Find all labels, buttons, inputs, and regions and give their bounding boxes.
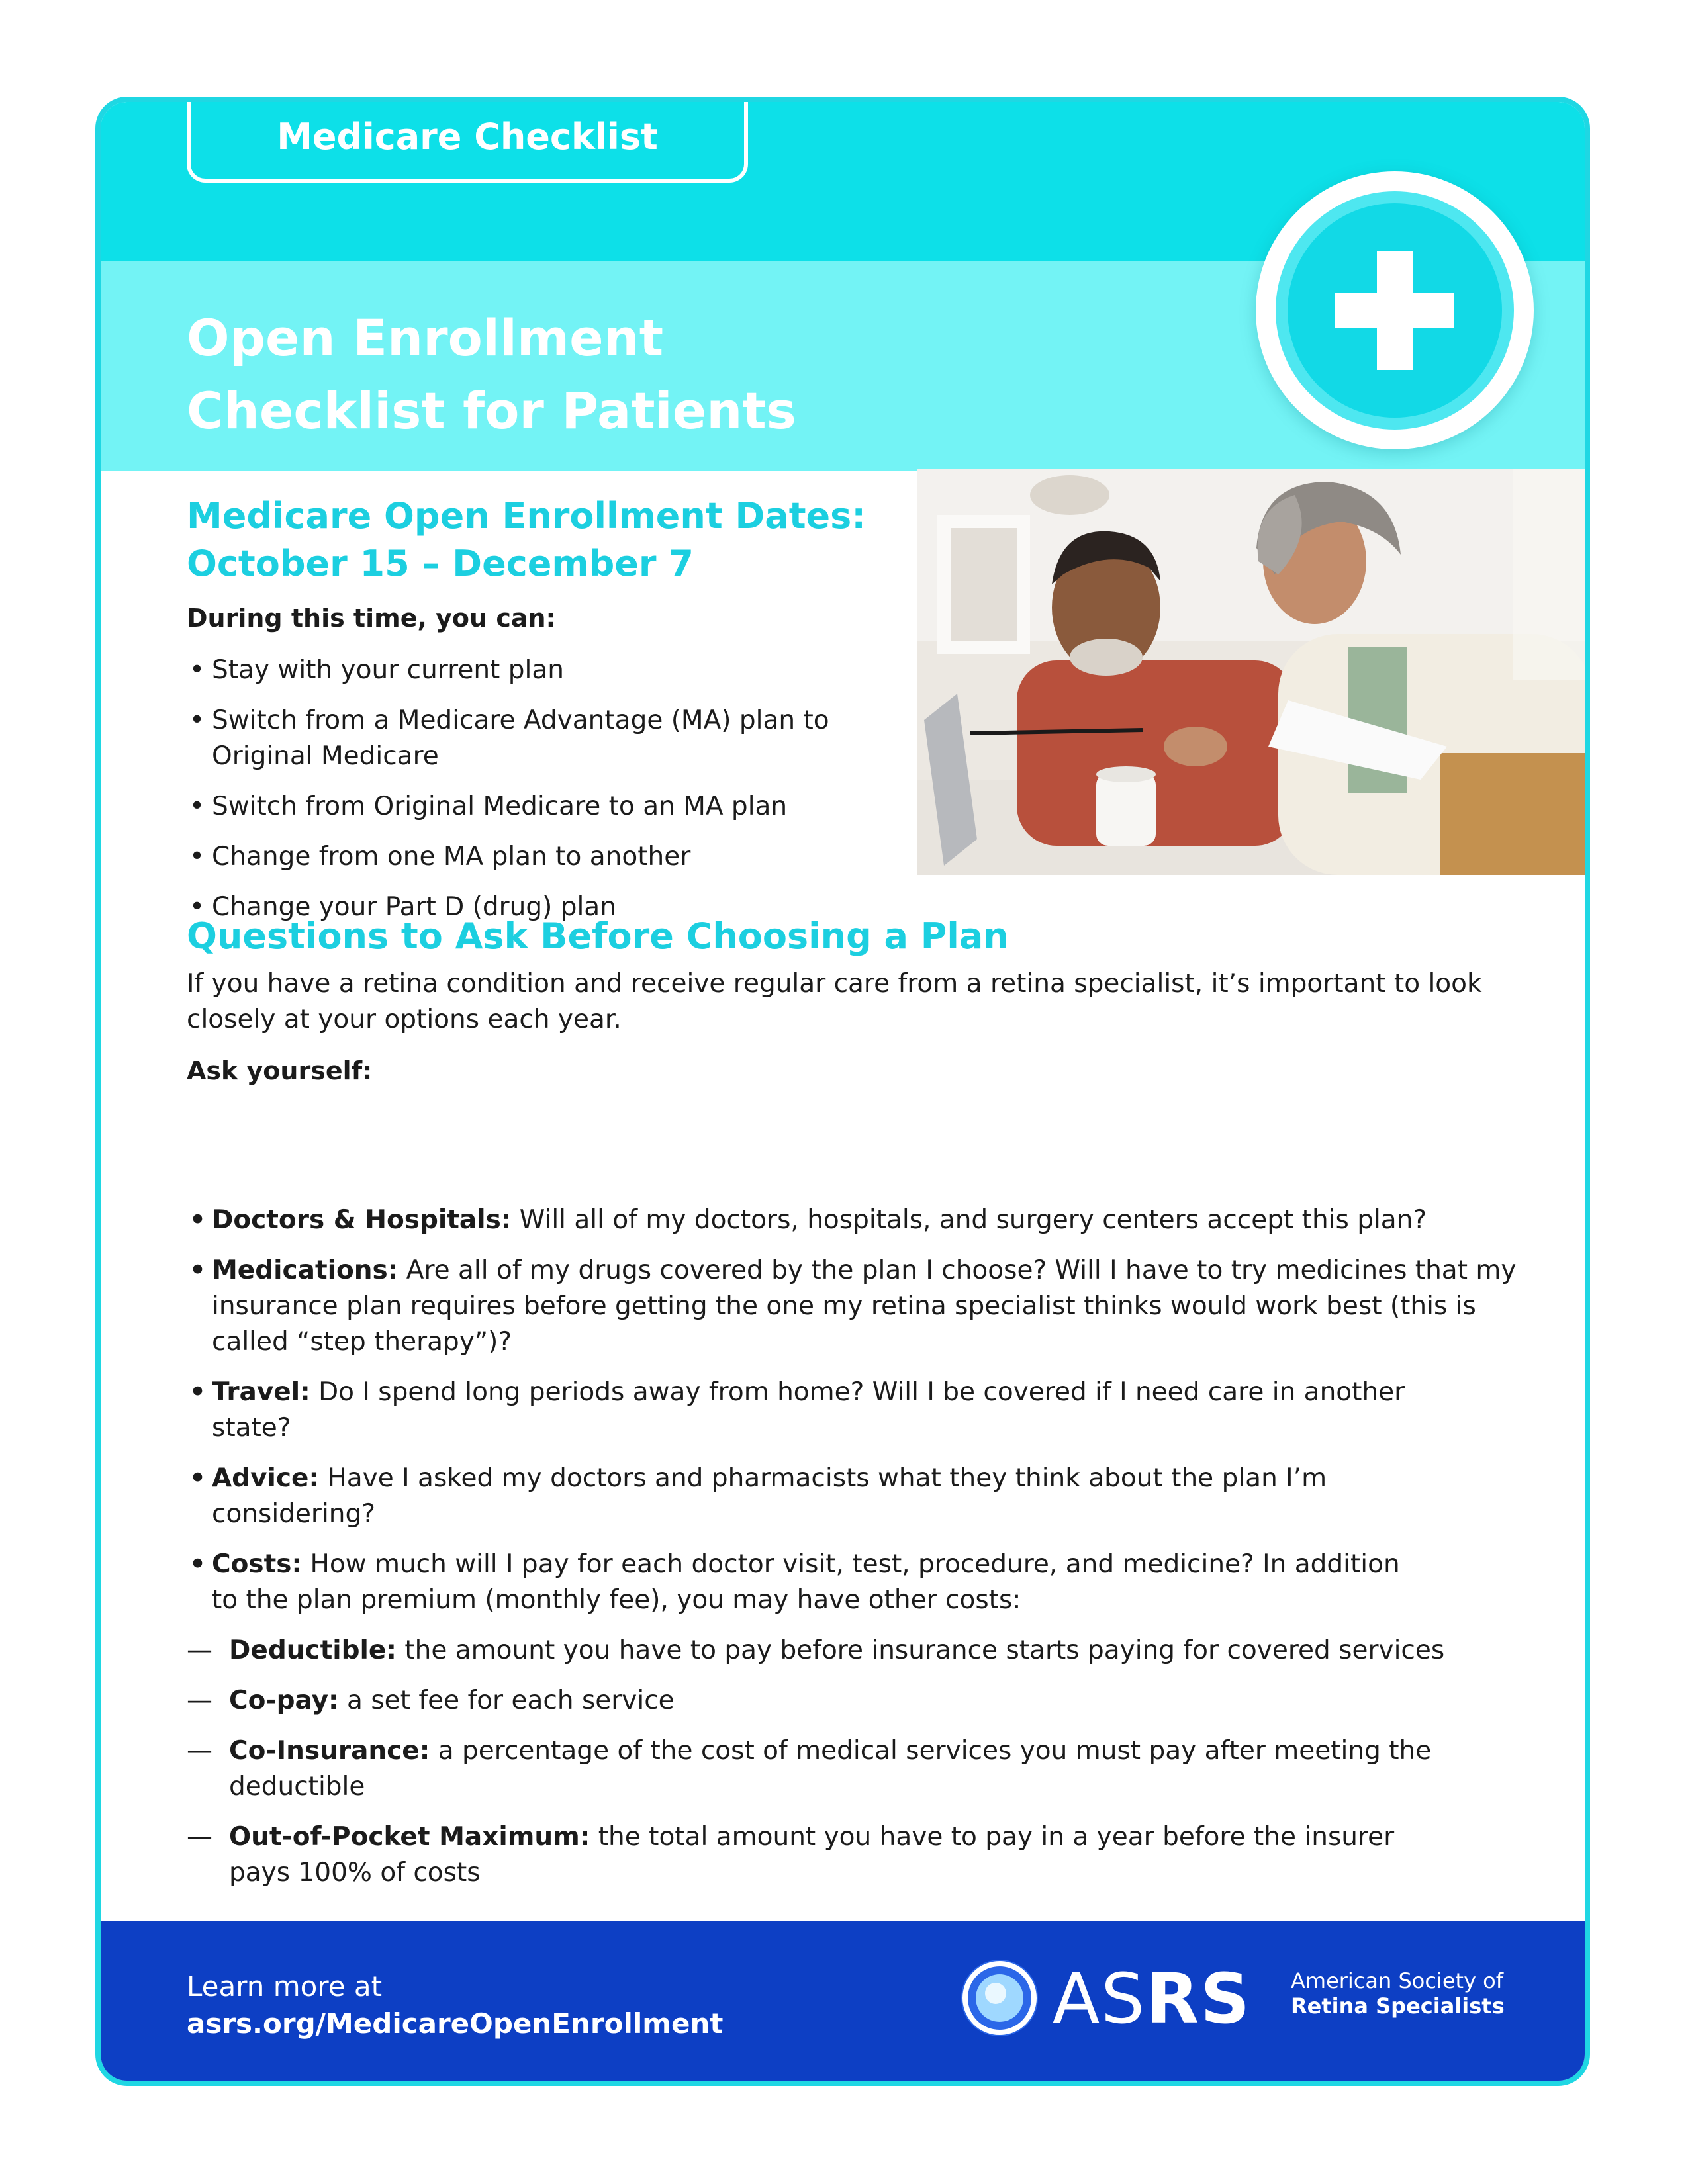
questions-heading: Questions to Ask Before Choosing a Plan [187,915,1009,957]
org-name-line-1: American Society of [1291,1968,1504,1993]
enrollment-options-list [187,653,849,940]
during-this-time-lead: During this time, you can: [187,604,556,633]
item-term: Co-pay: [229,1686,339,1715]
ask-yourself-lead: Ask yourself: [187,1056,373,1085]
title-line-2: Checklist for Patients [187,381,796,440]
asrs-logo [955,1955,1550,2041]
list-item: • Switch from a Medicare Advantage (MA) plan to Original Medicare [187,703,849,774]
list-item: • Stay with your current plan [187,653,849,688]
learn-more-link[interactable]: asrs.org/MedicareOpenEnrollment [187,2007,724,2040]
item-text: a set fee for each service [338,1686,675,1715]
dates-heading-line-1: Medicare Open Enrollment Dates: [187,495,866,537]
asrs-wordmark [1053,1960,1251,2037]
list-item [187,1375,1423,1446]
checklist-card [95,97,1590,2086]
couple-reviewing-documents-photo [917,469,1590,875]
list-item [187,1253,1544,1360]
asrs-logo-ring-icon [955,1955,1047,2041]
cost-types-list [212,1633,1445,1891]
item-term: Travel: [212,1377,310,1407]
item-term: Medications: [212,1255,399,1285]
list-item [187,1733,1440,1805]
item-text: Are all of my drugs covered by the plan I choose? Will I have to try medicines that my insurance plan requires before getting the one my retina specialist thinks would work best (this is called “step therapy”)? [212,1255,1517,1357]
tab-label: Medicare Checklist [277,115,658,158]
list-item [187,1461,1423,1532]
item-text: Have I asked my doctors and pharmacists what they think about the plan I’m considering? [212,1463,1327,1529]
wordmark-a: A [1053,1958,1102,2039]
questions-list [187,1203,1544,1905]
medicare-checklist-tab [187,97,748,183]
item-text: How much will I pay for each doctor visit, test, procedure, and medicine? In addition to the plan premium (monthly fee), you may have other costs: [212,1549,1400,1615]
item-text: Will all of my doctors, hospitals, and surgery centers accept this plan? [511,1205,1427,1235]
wordmark-s: S [1101,1958,1147,2039]
item-term: Out-of-Pocket Maximum: [229,1822,590,1852]
item-text: the amount you have to pay before insurance starts paying for covered services [396,1635,1445,1665]
item-text: the total amount you have to pay in a year before the insurer pays 100% of costs [229,1822,1395,1888]
learn-more-label: Learn more at [187,1970,383,2003]
list-item [187,1819,1440,1891]
list-item [187,1203,1544,1238]
questions-intro: If you have a retina condition and receive regular care from a retina specialist, it’s important to look closely at your options each year. [187,969,1482,1034]
list-item: • Change from one MA plan to another [187,839,849,875]
page-title [187,302,796,447]
item-term: Deductible: [229,1635,397,1665]
wordmark-rs: RS [1146,1958,1252,2039]
org-name [1291,1968,1505,2019]
item-term: Co-Insurance: [229,1736,430,1766]
enrollment-dates-heading [187,492,866,588]
footer-band [101,1921,1585,2086]
list-item: • Change your Part D (drug) plan [187,889,849,925]
org-name-line-2: Retina Specialists [1291,1993,1505,2019]
item-term: Advice: [212,1463,320,1493]
dates-heading-line-2: October 15 – December 7 [187,543,694,584]
list-item [187,1633,1590,1668]
item-term: Doctors & Hospitals: [212,1205,512,1235]
item-text: Do I spend long periods away from home? Will I be covered if I need care in another state? [212,1377,1405,1443]
list-item: • Switch from Original Medicare to an MA plan [187,789,849,825]
plus-icon [1256,171,1534,449]
title-line-1: Open Enrollment [187,308,664,367]
item-term: Costs: [212,1549,303,1579]
list-item [187,1547,1445,1891]
list-item [187,1683,1423,1719]
learn-more [187,1968,724,2042]
item-text: a percentage of the cost of medical services you must pay after meeting the deductible [229,1736,1432,1801]
